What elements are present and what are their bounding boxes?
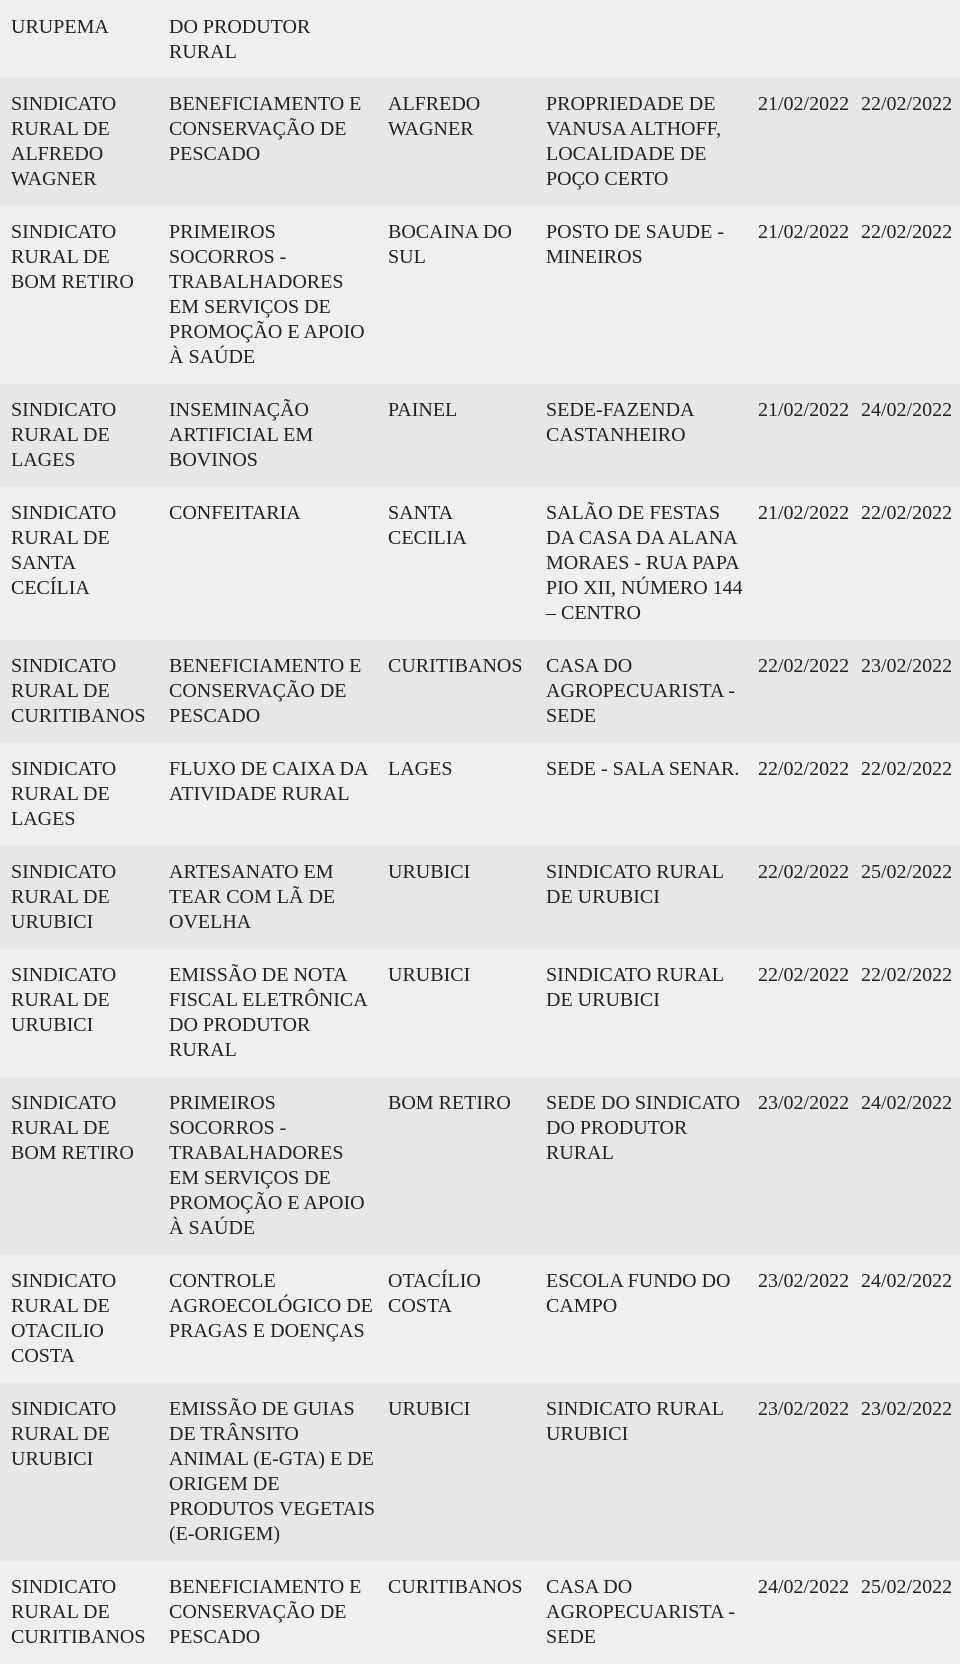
table-row — [0, 1255, 960, 1383]
start-date-cell: 21/02/2022 — [758, 221, 850, 243]
location-cell: CASA DO AGROPECUARISTA - SEDE — [546, 1576, 735, 1648]
union-cell: SINDICATO RURAL DE URUBICI — [11, 1398, 117, 1470]
city-cell: SANTA CECILIA — [388, 502, 467, 549]
end-date-cell: 25/02/2022 — [861, 861, 953, 883]
start-date-cell: 24/02/2022 — [758, 1576, 850, 1598]
table-row — [0, 1383, 960, 1561]
end-date-cell: 22/02/2022 — [861, 502, 953, 524]
start-date-cell: 21/02/2022 — [758, 93, 850, 115]
city-cell: URUBICI — [388, 861, 471, 883]
city-cell — [376, 0, 534, 78]
end-date-cell — [851, 0, 960, 78]
end-date-cell: 24/02/2022 — [861, 399, 953, 421]
start-date-cell: 22/02/2022 — [758, 758, 850, 780]
location-cell: PROPRIEDADE DE VANUSA ALTHOFF, LOCALIDADE DE POÇO CERTO — [546, 93, 722, 190]
course-cell: ARTESANATO EM TEAR COM LÃ DE OVELHA — [169, 861, 336, 933]
start-date-cell — [750, 0, 851, 78]
start-date-cell: 23/02/2022 — [758, 1270, 850, 1292]
union-cell: SINDICATO RURAL DE BOM RETIRO — [11, 1092, 134, 1164]
location-cell: CASA DO AGROPECUARISTA - SEDE — [546, 655, 735, 727]
end-date-cell: 23/02/2022 — [861, 655, 953, 677]
union-cell: SINDICATO RURAL DE LAGES — [11, 758, 117, 830]
course-cell: PRIMEIROS SOCORROS - TRABALHADORES EM SERVIÇOS DE PROMOÇÃO E APOIO À SAÚDE — [169, 1092, 365, 1239]
course-cell: EMISSÃO DE NOTA FISCAL ELETRÔNICA DO PRODUTOR RURAL — [169, 964, 367, 1061]
union-cell: SINDICATO RURAL DE ALFREDO WAGNER — [11, 93, 117, 190]
location-cell: ESCOLA FUNDO DO CAMPO — [546, 1270, 731, 1317]
location-cell: SINDICATO RURAL URUBICI — [546, 1398, 724, 1445]
course-cell: DO PRODUTOR RURAL — [169, 16, 311, 63]
end-date-cell: 24/02/2022 — [861, 1270, 953, 1292]
location-cell: SALÃO DE FESTAS DA CASA DA ALANA MORAES - RUA PAPA PIO XII, NÚMERO 144 – CENTRO — [546, 502, 743, 624]
union-cell: SINDICATO RURAL DE OTACILIO COSTA — [11, 1270, 117, 1367]
table-row — [0, 78, 960, 206]
union-cell: SINDICATO RURAL DE LAGES — [11, 399, 117, 471]
city-cell: PAINEL — [388, 399, 458, 421]
location-cell — [534, 0, 750, 78]
table-row — [0, 846, 960, 949]
union-cell: SINDICATO RURAL DE SANTA CECÍLIA — [11, 502, 117, 599]
start-date-cell: 23/02/2022 — [758, 1092, 850, 1114]
union-cell: SINDICATO RURAL DE CURITIBANOS — [11, 655, 146, 727]
city-cell: CURITIBANOS — [388, 1576, 523, 1598]
city-cell: URUBICI — [388, 964, 471, 986]
table-row — [0, 1561, 960, 1664]
end-date-cell: 23/02/2022 — [861, 1398, 953, 1420]
union-cell: SINDICATO RURAL DE URUBICI — [11, 964, 117, 1036]
table-row — [0, 640, 960, 743]
table-row — [0, 384, 960, 487]
course-cell: INSEMINAÇÃO ARTIFICIAL EM BOVINOS — [169, 399, 314, 471]
union-cell: SINDICATO RURAL DE CURITIBANOS — [11, 1576, 146, 1648]
location-cell: SEDE - SALA SENAR. — [546, 758, 740, 780]
course-cell: EMISSÃO DE GUIAS DE TRÂNSITO ANIMAL (E-GTA) E DE ORIGEM DE PRODUTOS VEGETAIS (E-ORIGEM) — [169, 1398, 376, 1545]
city-cell: ALFREDO WAGNER — [388, 93, 481, 140]
union-cell: SINDICATO RURAL DE BOM RETIRO — [11, 221, 134, 293]
start-date-cell: 22/02/2022 — [758, 655, 850, 677]
course-cell: CONFEITARIA — [169, 502, 301, 524]
location-cell: POSTO DE SAUDE - MINEIROS — [546, 221, 724, 268]
start-date-cell: 22/02/2022 — [758, 861, 850, 883]
table-row — [0, 0, 960, 78]
city-cell: URUBICI — [388, 1398, 471, 1420]
city-cell: LAGES — [388, 758, 453, 780]
location-cell: SEDE-FAZENDA CASTANHEIRO — [546, 399, 694, 446]
end-date-cell: 22/02/2022 — [861, 221, 953, 243]
start-date-cell: 22/02/2022 — [758, 964, 850, 986]
end-date-cell: 22/02/2022 — [861, 93, 953, 115]
course-cell: BENEFICIAMENTO E CONSERVAÇÃO DE PESCADO — [169, 93, 362, 165]
union-cell: URUPEMA — [11, 16, 109, 38]
city-cell: BOCAINA DO SUL — [388, 221, 512, 268]
table-row — [0, 949, 960, 1077]
course-cell: FLUXO DE CAIXA DA ATIVIDADE RURAL — [169, 758, 368, 805]
table-row — [0, 487, 960, 640]
end-date-cell: 22/02/2022 — [861, 964, 953, 986]
course-cell: BENEFICIAMENTO E CONSERVAÇÃO DE PESCADO — [169, 1576, 362, 1648]
city-cell: CURITIBANOS — [388, 655, 523, 677]
end-date-cell: 22/02/2022 — [861, 758, 953, 780]
end-date-cell: 24/02/2022 — [861, 1092, 953, 1114]
course-cell: CONTROLE AGROECOLÓGICO DE PRAGAS E DOENÇAS — [169, 1270, 373, 1342]
end-date-cell: 25/02/2022 — [861, 1576, 953, 1598]
location-cell: SEDE DO SINDICATO DO PRODUTOR RURAL — [546, 1092, 741, 1164]
location-cell: SINDICATO RURAL DE URUBICI — [546, 861, 724, 908]
course-cell: PRIMEIROS SOCORROS - TRABALHADORES EM SERVIÇOS DE PROMOÇÃO E APOIO À SAÚDE — [169, 221, 365, 368]
course-cell: BENEFICIAMENTO E CONSERVAÇÃO DE PESCADO — [169, 655, 362, 727]
union-cell: SINDICATO RURAL DE URUBICI — [11, 861, 117, 933]
start-date-cell: 21/02/2022 — [758, 502, 850, 524]
start-date-cell: 23/02/2022 — [758, 1398, 850, 1420]
city-cell: OTACÍLIO COSTA — [388, 1270, 481, 1317]
city-cell: BOM RETIRO — [388, 1092, 511, 1114]
table-row — [0, 743, 960, 846]
start-date-cell: 21/02/2022 — [758, 399, 850, 421]
table-row — [0, 1077, 960, 1255]
location-cell: SINDICATO RURAL DE URUBICI — [546, 964, 724, 1011]
table-row — [0, 206, 960, 384]
